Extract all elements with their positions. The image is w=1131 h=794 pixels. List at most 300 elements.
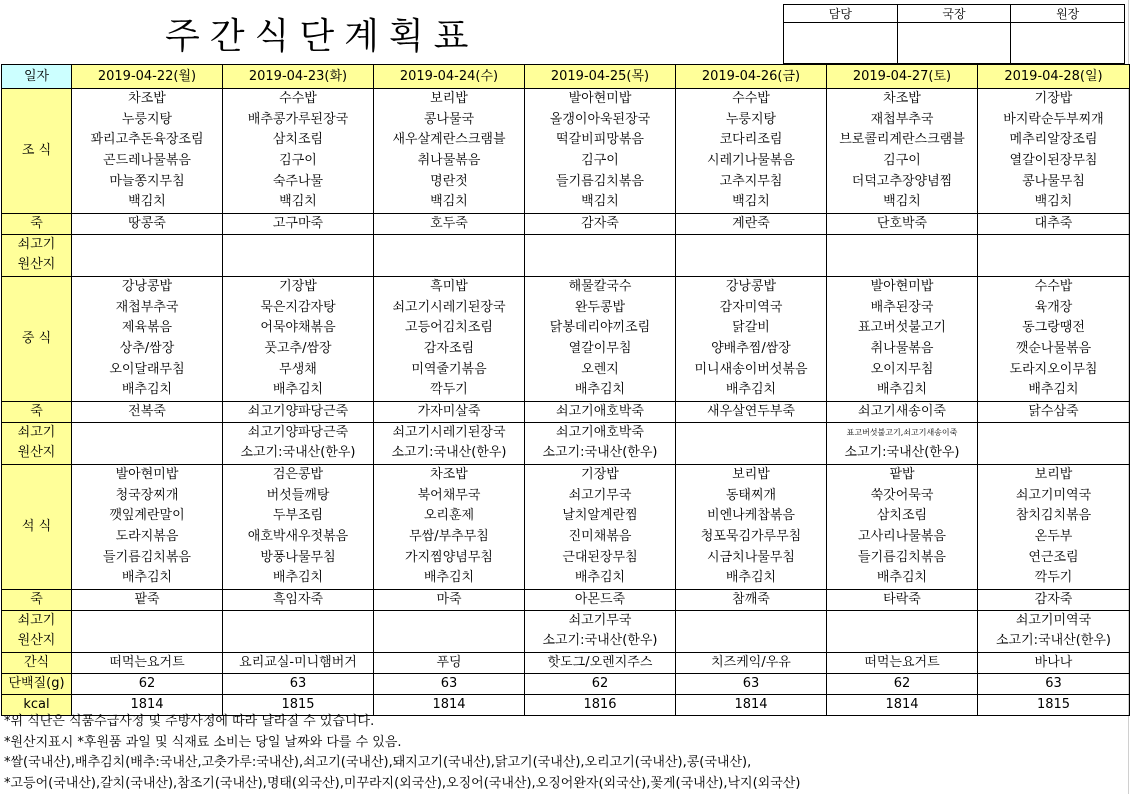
beef-origin-country: 소고기:국내산(한우) — [391, 445, 507, 460]
breakfast_origin-row — [2, 235, 1130, 277]
menu-item: 해물칼국수 — [568, 279, 632, 295]
snack-cell: 요리교실-미니햄버거 — [223, 653, 374, 674]
menu-item: 검은콩밥 — [272, 467, 324, 483]
menu-item: 새우살계란스크램블 — [392, 132, 506, 148]
menu-item: 차조밥 — [883, 91, 921, 107]
menu-item: 배추김치 — [574, 570, 626, 586]
menu-item: 애호박새우젓볶음 — [247, 529, 349, 544]
lunch-cell — [676, 277, 827, 402]
beef-origin-country — [525, 255, 675, 275]
dinner-cell — [223, 465, 374, 590]
menu-item: 진미채볶음 — [568, 529, 632, 544]
day-header: 2019-04-27(토) — [827, 65, 978, 89]
porridge-cell: 전복죽 — [72, 402, 223, 423]
beef-origin-label-line: 원산지 — [17, 445, 56, 460]
beef-origin-dish: 쇠고기미역국 — [1015, 613, 1092, 628]
beef-origin-country: 소고기:국내산(한우) — [996, 633, 1111, 648]
menu-item: 들기름김치볶음 — [556, 173, 644, 189]
porridge-cell: 아몬드죽 — [525, 590, 676, 611]
menu-item: 수수밥 — [279, 91, 317, 107]
snack-cell: 푸딩 — [374, 653, 525, 674]
snack-cell: 떠먹는요거트 — [72, 653, 223, 674]
beef-origin-dish — [827, 235, 977, 255]
protein-cell: 63 — [374, 674, 525, 695]
beef-origin-dish: 쇠고기무국 — [568, 613, 632, 628]
menu-item: 백김치 — [128, 194, 166, 210]
snack-label: 간식 — [2, 653, 72, 674]
lunch-label: 중 식 — [2, 277, 72, 402]
porridge-cell: 단호박죽 — [827, 214, 978, 235]
menu-item: 감자미역국 — [719, 299, 783, 315]
menu-item: 코다리조림 — [719, 132, 783, 148]
beef-origin-dish: 쇠고기시레기된장국 — [392, 425, 506, 440]
menu-item: 김구이 — [581, 153, 619, 168]
beef-origin-country: 소고기:국내산(한우) — [844, 445, 960, 460]
dinner-label: 석 식 — [2, 465, 72, 590]
beef-origin-label — [2, 611, 72, 653]
beef-origin-cell — [374, 423, 525, 465]
menu-item: 배추김치 — [272, 570, 324, 586]
beef-origin-cell — [374, 235, 525, 277]
menu-item: 들기름김치볶음 — [858, 549, 946, 565]
menu-item: 김구이 — [279, 153, 317, 168]
porridge-cell: 대추죽 — [978, 214, 1130, 235]
date-label: 일자 — [2, 65, 72, 89]
lunch_porridge-row — [2, 402, 1130, 423]
menu-item: 재첩부추국 — [870, 111, 934, 127]
porridge-cell: 감자죽 — [525, 214, 676, 235]
beef-origin-country — [978, 443, 1129, 463]
menu-item: 완두콩밥 — [574, 299, 626, 315]
approval-box — [783, 4, 1125, 64]
beef-origin-dish — [72, 235, 222, 255]
dinner_origin-row — [2, 611, 1130, 653]
menu-item: 쇠고기미역국 — [1015, 487, 1092, 503]
porridge-cell: 타락죽 — [827, 590, 978, 611]
menu-item: 두부조림 — [272, 508, 324, 524]
breakfast_porridge-row — [2, 214, 1130, 235]
menu-item: 방풍나물무침 — [260, 549, 336, 565]
kcal-cell: 1815 — [978, 695, 1130, 716]
menu-item: 제육볶음 — [121, 320, 173, 336]
porridge-cell: 쇠고기애호박죽 — [525, 402, 676, 423]
menu-item: 수수밥 — [732, 91, 770, 107]
menu-item: 닭봉데리야끼조림 — [549, 320, 651, 336]
menu-item: 오이달래무침 — [109, 361, 185, 377]
beef-origin-label — [2, 423, 72, 465]
menu-item: 백김치 — [732, 194, 770, 210]
menu-item: 백김치 — [581, 194, 619, 210]
snack-cell: 핫도그/오렌지주스 — [525, 653, 676, 674]
menu-item: 풋고추/쌈장 — [264, 341, 332, 356]
protein-row — [2, 674, 1130, 695]
menu-item: 깍두기 — [1034, 570, 1073, 586]
menu-item: 곤드레나물볶음 — [103, 153, 191, 168]
menu-item: 배추김치 — [725, 382, 777, 398]
beef-origin-dish: 표고버섯불고기,쇠고기새송이죽 — [846, 428, 958, 437]
menu-item: 백김치 — [279, 194, 317, 210]
menu-item: 기장밥 — [279, 279, 317, 295]
protein-cell: 63 — [978, 674, 1130, 695]
lunch-cell — [525, 277, 676, 402]
menu-item: 차조밥 — [430, 467, 468, 483]
beef-origin-dish — [525, 235, 675, 255]
beef-origin-dish — [676, 235, 826, 255]
menu-item: 날치알계란찜 — [562, 508, 638, 524]
beef-origin-cell — [827, 611, 978, 653]
approval-label-director: 국장 — [897, 5, 1011, 23]
beef-origin-label-line: 원산지 — [17, 633, 56, 648]
beef-origin-country — [223, 631, 373, 651]
beef-origin-cell — [72, 611, 223, 653]
menu-item: 흑미밥 — [430, 279, 468, 295]
menu-item: 청국장찌개 — [115, 487, 179, 503]
beef-origin-country — [374, 255, 524, 275]
kcal-cell: 1816 — [525, 695, 676, 716]
menu-item: 시금치나물무침 — [707, 549, 795, 565]
menu-item: 쇠고기무국 — [568, 487, 632, 503]
dinner-cell — [978, 465, 1130, 590]
beef-origin-cell — [525, 235, 676, 277]
menu-item: 발아현미밥 — [115, 467, 179, 483]
beef-origin-dish — [223, 235, 373, 255]
menu-item: 배추김치 — [876, 570, 928, 586]
menu-item: 비엔나케찹볶음 — [707, 508, 795, 524]
porridge-label: 죽 — [2, 214, 72, 235]
porridge-cell: 새우살연두부죽 — [676, 402, 827, 423]
porridge-cell: 팥죽 — [72, 590, 223, 611]
menu-item: 참치김치볶음 — [1015, 508, 1092, 524]
beef-origin-cell — [827, 235, 978, 277]
menu-item: 동태찌개 — [725, 487, 777, 503]
dinner-cell — [374, 465, 525, 590]
menu-item: 도라지볶음 — [115, 529, 179, 544]
beef-origin-label-line: 쇠고기 — [17, 425, 56, 440]
lunch-row — [2, 277, 1130, 402]
beef-origin-label-line: 쇠고기 — [17, 613, 56, 628]
note-line: *쌀(국내산),배추김치(배추:국내산,고춧가루:국내산),쇠고기(국내산),돼지고기(국내산),닭고기(국내산),오리고기(국내산),콩(국내산), — [4, 755, 752, 771]
menu-item: 올갱이아욱된장국 — [549, 111, 651, 127]
menu-item: 떡갈비피망볶음 — [556, 132, 644, 148]
menu-item: 보리밥 — [430, 91, 468, 107]
menu-item: 시레기나물볶음 — [707, 153, 795, 168]
approval-label-manager: 담당 — [784, 5, 898, 23]
breakfast-cell — [676, 89, 827, 214]
menu-item: 배추김치 — [121, 570, 173, 586]
menu-item: 깍두기 — [430, 382, 468, 398]
beef-origin-cell — [978, 423, 1130, 465]
menu-item: 강낭콩밥 — [725, 279, 777, 295]
porridge-cell: 호두죽 — [374, 214, 525, 235]
beef-origin-dish — [978, 235, 1129, 255]
beef-origin-dish — [676, 423, 826, 443]
menu-item: 열갈이무침 — [568, 341, 632, 356]
menu-item: 백김치 — [883, 194, 921, 210]
menu-item: 숙주나물 — [272, 173, 324, 189]
snack-cell: 치즈케익/우유 — [676, 653, 827, 674]
menu-item: 열갈이된장무침 — [1009, 153, 1098, 168]
beef-origin-country — [72, 443, 222, 463]
beef-origin-country: 소고기:국내산(한우) — [542, 445, 658, 460]
beef-origin-dish — [374, 611, 524, 631]
protein-cell: 62 — [525, 674, 676, 695]
lunch-cell — [827, 277, 978, 402]
protein-label: 단백질(g) — [2, 674, 72, 695]
breakfast-label: 조 식 — [2, 89, 72, 214]
kcal-cell: 1814 — [827, 695, 978, 716]
beef-origin-country — [827, 631, 977, 651]
date-row — [2, 65, 1130, 89]
menu-item: 감자조림 — [423, 341, 475, 356]
porridge-cell: 계란죽 — [676, 214, 827, 235]
protein-cell: 62 — [72, 674, 223, 695]
menu-item: 재첩부추국 — [115, 299, 179, 315]
breakfast-row — [2, 89, 1130, 214]
menu-item: 기장밥 — [581, 467, 619, 483]
approval-sign-director[interactable] — [897, 23, 1011, 64]
menu-item: 깻순나물볶음 — [1015, 341, 1092, 356]
menu-item: 동그랑땡전 — [1022, 320, 1085, 336]
porridge-cell: 고구마죽 — [223, 214, 374, 235]
menu-item: 배추김치 — [423, 570, 475, 586]
day-header: 2019-04-25(목) — [525, 65, 676, 89]
menu-item: 양배추찜/쌈장 — [711, 341, 791, 356]
menu-item: 표고버섯불고기 — [858, 320, 946, 336]
lunch-cell — [374, 277, 525, 402]
day-header: 2019-04-26(금) — [676, 65, 827, 89]
kcal-cell: 1815 — [223, 695, 374, 716]
menu-item: 누룽지탕 — [725, 111, 777, 127]
beef-origin-cell — [223, 423, 374, 465]
menu-item: 청포묵김가루무침 — [700, 529, 802, 544]
porridge-cell: 쇠고기양파당근죽 — [223, 402, 374, 423]
menu-item: 육개장 — [1034, 299, 1073, 315]
lunch-cell — [978, 277, 1130, 402]
menu-item: 백김치 — [430, 194, 468, 210]
beef-origin-cell — [72, 423, 223, 465]
menu-item: 더덕고추장양념찜 — [851, 173, 953, 189]
beef-origin-cell — [978, 235, 1130, 277]
porridge-cell: 감자죽 — [978, 590, 1130, 611]
menu-item: 꽈리고추돈육장조림 — [90, 132, 204, 148]
beef-origin-country — [374, 631, 524, 651]
beef-origin-country — [978, 255, 1129, 275]
menu-item: 고추지무침 — [719, 173, 783, 189]
dinner_porridge-row — [2, 590, 1130, 611]
menu-item: 가지찜양념무침 — [405, 549, 493, 565]
beef-origin-country — [72, 631, 222, 651]
menu-item: 팥밥 — [889, 467, 915, 483]
menu-item: 배추김치 — [725, 570, 777, 586]
kcal-cell: 1814 — [374, 695, 525, 716]
menu-item: 콩나물국 — [423, 111, 475, 127]
day-header: 2019-04-28(일) — [978, 65, 1130, 89]
menu-item: 북어채무국 — [417, 487, 481, 503]
menu-item: 보리밥 — [1034, 467, 1073, 483]
beef-origin-country — [676, 631, 826, 651]
protein-cell: 63 — [676, 674, 827, 695]
menu-item: 도라지오이무침 — [1009, 361, 1098, 377]
menu-item: 미니새송이버섯볶음 — [694, 361, 808, 377]
page-title: 주간식단계획표 — [165, 16, 479, 57]
note-line: *고등어(국내산),갈치(국내산),참조기(국내산),명태(외국산),미꾸라지(외국산),오징어(국내산),오징어완자(외국산),꽃게(국내산),낙지(외국산) — [4, 775, 801, 791]
breakfast-cell — [978, 89, 1130, 214]
day-header: 2019-04-24(수) — [374, 65, 525, 89]
porridge-cell: 흑임자죽 — [223, 590, 374, 611]
menu-item: 발아현미밥 — [568, 91, 632, 107]
beef-origin-cell — [223, 235, 374, 277]
beef-origin-dish — [223, 611, 373, 631]
kcal-cell: 1814 — [72, 695, 223, 716]
dinner-row — [2, 465, 1130, 590]
dinner-cell — [676, 465, 827, 590]
beef-origin-label-line: 쇠고기 — [17, 237, 56, 252]
porridge-cell: 닭수삼죽 — [978, 402, 1130, 423]
porridge-cell: 가자미살죽 — [374, 402, 525, 423]
beef-origin-cell — [525, 611, 676, 653]
approval-sign-head[interactable] — [1011, 23, 1125, 64]
menu-item: 차조밥 — [128, 91, 166, 107]
kcal-cell: 1814 — [676, 695, 827, 716]
snack-cell: 떠먹는요거트 — [827, 653, 978, 674]
beef-origin-cell — [676, 423, 827, 465]
beef-origin-country — [72, 255, 222, 275]
menu-item: 김구이 — [883, 153, 921, 168]
beef-origin-country — [676, 255, 826, 275]
menu-item: 상추/쌈장 — [119, 341, 175, 356]
beef-origin-country — [676, 443, 826, 463]
breakfast-cell — [827, 89, 978, 214]
menu-item: 강낭콩밥 — [121, 279, 173, 295]
dinner-cell — [72, 465, 223, 590]
menu-item: 온두부 — [1034, 529, 1073, 544]
beef-origin-country: 소고기:국내산(한우) — [240, 445, 356, 460]
porridge-cell: 쇠고기새송이죽 — [827, 402, 978, 423]
note-line: *위 식단은 식품수급사정 및 주방사정에 따라 달라질 수 있습니다. — [4, 714, 375, 729]
menu-item: 연근조림 — [1028, 549, 1079, 565]
menu-item: 배추김치 — [121, 382, 173, 398]
menu-item: 배추된장국 — [870, 299, 934, 315]
menu-item: 기장밥 — [1034, 91, 1073, 107]
beef-origin-label — [2, 235, 72, 277]
breakfast-cell — [374, 89, 525, 214]
beef-origin-cell — [676, 235, 827, 277]
beef-origin-dish — [72, 423, 222, 443]
breakfast-cell — [72, 89, 223, 214]
menu-item: 근대된장무침 — [562, 549, 638, 565]
menu-item: 버섯들깨탕 — [266, 487, 330, 503]
menu-item: 오렌지 — [581, 361, 619, 377]
menu-item: 고사리나물볶음 — [858, 529, 946, 544]
menu-item: 발아현미밥 — [870, 279, 934, 295]
menu-item: 삼치조림 — [272, 132, 324, 148]
menu-item: 배추김치 — [876, 382, 928, 398]
menu-item: 미역줄기볶음 — [411, 361, 487, 377]
kcal-label: kcal — [2, 695, 72, 716]
menu-item: 메추리알장조림 — [1009, 132, 1098, 148]
menu-item: 오이지무침 — [870, 361, 934, 377]
menu-item: 쑥갓어묵국 — [870, 487, 934, 503]
menu-item: 무생채 — [279, 361, 317, 377]
beef-origin-cell — [827, 423, 978, 465]
porridge-label: 죽 — [2, 402, 72, 423]
menu-item: 배추김치 — [272, 382, 324, 398]
menu-item: 취나물볶음 — [870, 341, 934, 356]
beef-origin-cell — [525, 423, 676, 465]
breakfast-cell — [525, 89, 676, 214]
porridge-cell: 마죽 — [374, 590, 525, 611]
menu-item: 배추김치 — [574, 382, 626, 398]
beef-origin-cell — [72, 235, 223, 277]
beef-origin-dish — [978, 423, 1129, 443]
menu-item: 배추김치 — [1028, 382, 1079, 398]
porridge-cell: 땅콩죽 — [72, 214, 223, 235]
menu-item: 배추콩가루된장국 — [247, 111, 349, 127]
beef-origin-dish: 쇠고기애호박죽 — [556, 425, 644, 440]
menu-item: 명란젓 — [430, 173, 468, 189]
menu-item: 고등어김치조림 — [405, 320, 493, 336]
snack-row — [2, 653, 1130, 674]
menu-item: 누룽지탕 — [121, 111, 173, 127]
menu-item: 묵은지감자탕 — [260, 299, 336, 315]
protein-cell: 62 — [827, 674, 978, 695]
menu-item: 보리밥 — [732, 467, 770, 483]
menu-item: 무쌈/부추무침 — [409, 529, 489, 544]
dinner-cell — [827, 465, 978, 590]
menu-item: 쇠고기시레기된장국 — [392, 299, 506, 315]
beef-origin-country — [827, 255, 977, 275]
menu-item: 백김치 — [1034, 194, 1073, 210]
menu-item: 바지락순두부찌개 — [1003, 111, 1104, 127]
day-header: 2019-04-22(월) — [72, 65, 223, 89]
day-header: 2019-04-23(화) — [223, 65, 374, 89]
menu-item: 취나물볶음 — [417, 153, 481, 168]
beef-origin-dish — [676, 611, 826, 631]
beef-origin-cell — [374, 611, 525, 653]
beef-origin-dish — [374, 235, 524, 255]
menu-item: 수수밥 — [1034, 279, 1073, 295]
menu-item: 오리훈제 — [423, 508, 475, 524]
menu-item: 브로콜리계란스크램블 — [839, 132, 965, 148]
lunch_origin-row — [2, 423, 1130, 465]
approval-sign-manager[interactable] — [784, 23, 898, 64]
lunch-cell — [223, 277, 374, 402]
menu-item: 어묵야채볶음 — [260, 320, 336, 336]
beef-origin-dish: 쇠고기양파당근죽 — [247, 425, 349, 440]
notes — [4, 712, 1128, 794]
lunch-cell — [72, 277, 223, 402]
menu-table — [1, 64, 1130, 716]
snack-cell: 바나나 — [978, 653, 1130, 674]
beef-origin-country — [223, 255, 373, 275]
menu-item: 콩나물무침 — [1022, 173, 1085, 189]
protein-cell: 63 — [223, 674, 374, 695]
beef-origin-cell — [223, 611, 374, 653]
menu-item: 깻잎계란말이 — [109, 508, 185, 524]
beef-origin-dish — [827, 611, 977, 631]
menu-item: 닭갈비 — [732, 320, 770, 336]
approval-label-head: 원장 — [1011, 5, 1125, 23]
beef-origin-country: 소고기:국내산(한우) — [542, 633, 658, 648]
porridge-cell: 참깨죽 — [676, 590, 827, 611]
porridge-label: 죽 — [2, 590, 72, 611]
beef-origin-cell — [676, 611, 827, 653]
beef-origin-label-line: 원산지 — [17, 257, 56, 272]
dinner-cell — [525, 465, 676, 590]
menu-item: 들기름김치볶음 — [103, 549, 191, 565]
beef-origin-dish — [72, 611, 222, 631]
menu-item: 삼치조림 — [876, 508, 928, 524]
